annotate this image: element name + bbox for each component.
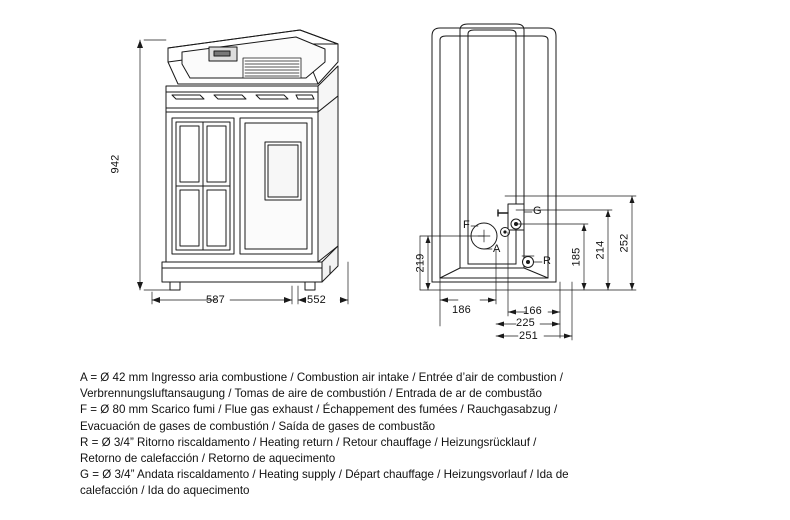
- legend-item-r-line1: R = Ø 3/4” Ritorno riscaldamento / Heating return / Retour chauffage / Heizungsrücklauf /: [80, 435, 537, 449]
- legend-block: [80, 370, 770, 500]
- legend-item-a: [80, 370, 770, 402]
- legend-item-r-line2: Retorno de calefacción / Retorno de aquecimento: [80, 452, 336, 466]
- stove-front-view: [162, 30, 338, 290]
- legend-item-f-line2: Evacuación de gases de combustión / Saída de gases de combustão: [80, 419, 436, 433]
- legend-item-g: [80, 467, 770, 499]
- dim-552: 552: [307, 294, 326, 306]
- callout-a-label: A: [493, 243, 501, 255]
- dim-225: 225: [516, 317, 535, 329]
- dim-252: 252: [618, 233, 631, 253]
- dim-587: 587: [206, 294, 225, 306]
- legend-item-a-line1: A = Ø 42 mm Ingresso aria combustione / Combustion air intake / Entrée d’air de combustion /: [80, 371, 563, 384]
- legend-item-g-line2: calefacción / Ida do aquecimento: [80, 484, 250, 498]
- legend-item-a-line2: Verbrennungsluftansaugung / Tomas de aire de combustión / Entrada de ar de combustão: [80, 387, 542, 401]
- dim-219: 219: [414, 253, 427, 273]
- dim-186: 186: [452, 304, 471, 316]
- legend-item-f-line1: F = Ø 80 mm Scarico fumi / Flue gas exhaust / Échappement des fumées / Rauchgasabzug /: [80, 403, 558, 417]
- dim-185: 185: [570, 247, 583, 267]
- callout-g-label: G: [533, 205, 542, 217]
- legend-item-g-line1: G = Ø 3/4” Andata riscaldamento / Heating supply / Départ chauffage / Heizungsvorlauf / Ida de: [80, 468, 569, 482]
- dim-251: 251: [519, 330, 538, 342]
- dim-166: 166: [523, 305, 542, 317]
- legend-item-f: [80, 402, 770, 434]
- callout-f-label: F: [463, 219, 470, 231]
- legend-item-r: [80, 435, 770, 467]
- callout-r-label: R: [543, 255, 551, 267]
- dim-942: 942: [109, 154, 122, 174]
- dim-214: 214: [594, 240, 607, 260]
